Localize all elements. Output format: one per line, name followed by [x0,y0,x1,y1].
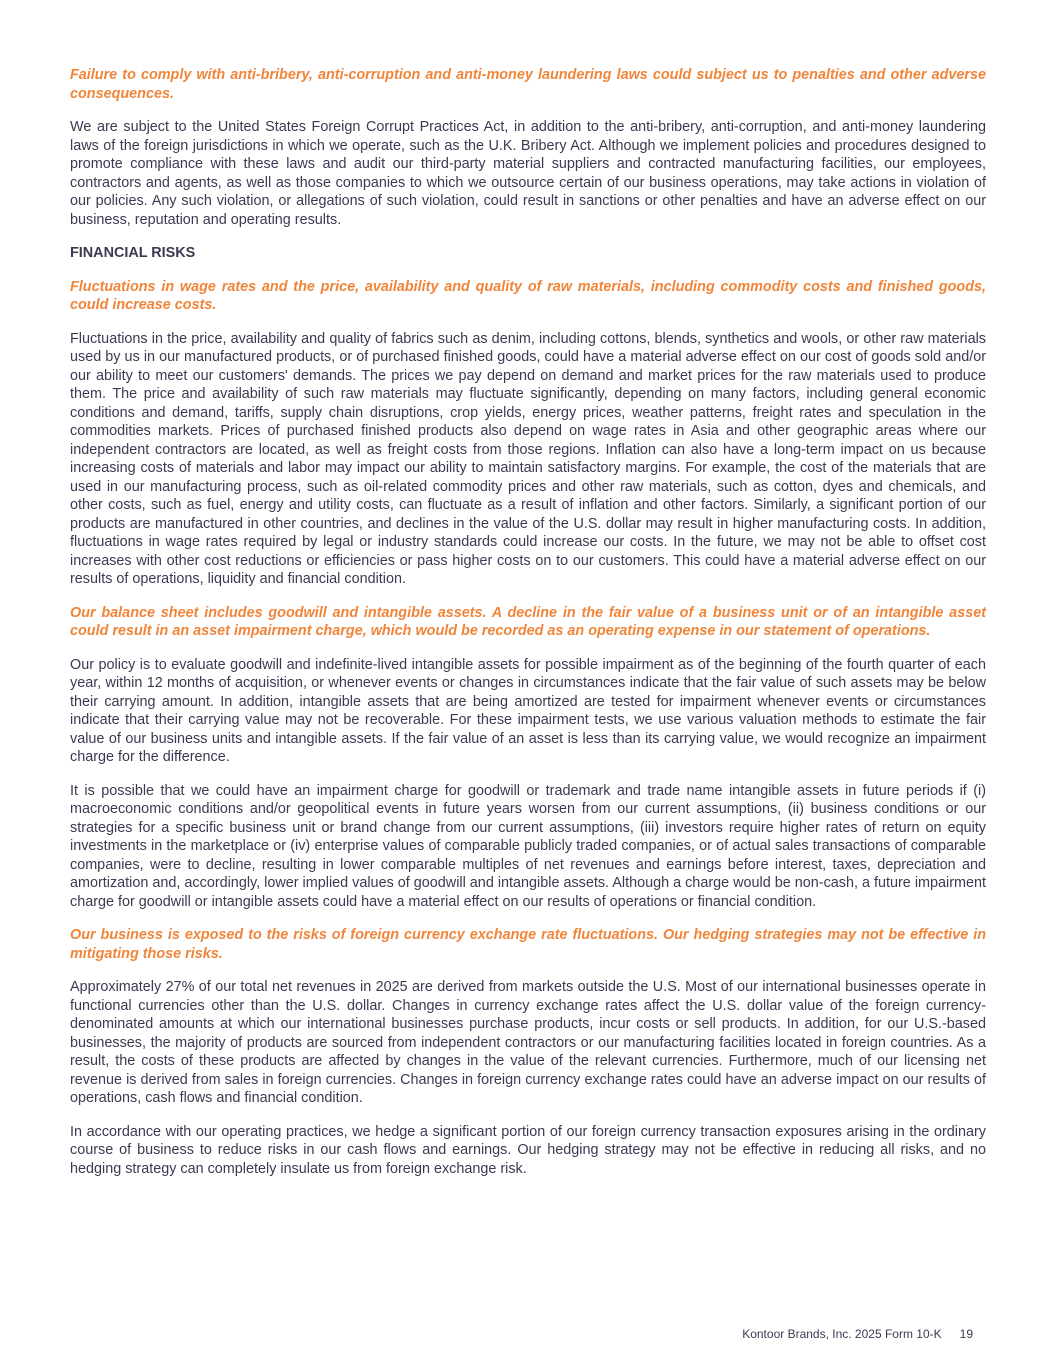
risk-heading-raw-materials: Fluctuations in wage rates and the price, availability and quality of raw materials, including commodity costs and finished goods, could increase costs. [70,278,986,313]
section-title-financial-risks: FINANCIAL RISKS [70,245,196,261]
page-footer [742,1327,973,1342]
paragraph-anti-bribery: We are subject to the United States Foreign Corrupt Practices Act, in addition to the anti-bribery, anti-corruption, and anti-money laundering laws of the foreign jurisdictions in which we operate, such as the U.K. Bribery Act. Although we implement policies and procedures designed to promote compliance with these laws and audit our third-party material suppliers and contracted manufacturing facilities, our employees, contractors and agents, as well as those companies to which we outsource certain of our business operations, may take actions in violation of our policies. Any such violation, or allegations of such violation, could result in sanctions or other penalties and have an adverse effect on our business, reputation and operating results. [70,119,986,228]
footer-label: Kontoor Brands, Inc. 2025 Form 10-K [742,1327,942,1341]
paragraph-goodwill-policy: Our policy is to evaluate goodwill and indefinite-lived intangible assets for possible impairment as of the beginning of the fourth quarter of each year, within 12 months of acquisition, or whenever events or changes in circumstances indicate that the fair value of such assets may be below their carrying amount. In addition, intangible assets that are being amortized are tested for impairment whenever events or circumstances indicate that their carrying value may not be recoverable. For these impairment tests, we use various valuation methods to estimate the fair value of our business units and intangible assets. If the fair value of an asset is less than its carrying value, we would recognize an impairment charge for the difference. [70,656,986,765]
risk-heading-foreign-currency: Our business is exposed to the risks of foreign currency exchange rate fluctuations. Our hedging strategies may not be effective in mitigating those risks. [70,927,986,962]
risk-heading-goodwill: Our balance sheet includes goodwill and intangible assets. A decline in the fair value of a business unit or of an intangible asset could result in an asset impairment charge, which would be recorded as an operating expense in our statement of operations. [70,604,986,639]
paragraph-foreign-currency: Approximately 27% of our total net revenues in 2025 are derived from markets outside the U.S. Most of our international businesses operate in functional currencies other than the U.S. dollar. Changes in currency exchange rates affect the U.S. dollar value of the foreign currency-denominated amounts at which our international businesses purchase products, incur costs or sell products. In addition, for our U.S.-based businesses, the majority of products are sourced from independent contractors or our manufacturing facilities located in foreign countries. As a result, the costs of these products are affected by changes in the value of the relevant currencies. Furthermore, much of our licensing net revenue is derived from sales in foreign currencies. Changes in foreign currency exchange rates could have an adverse impact on our results of operations, cash flows and financial condition. [70,979,986,1106]
risk-heading-anti-bribery: Failure to comply with anti-bribery, anti-corruption and anti-money laundering laws could subject us to penalties and other adverse consequences. [70,67,986,102]
page-number: 19 [959,1327,973,1341]
document-body [70,66,986,1193]
paragraph-goodwill-impairment: It is possible that we could have an impairment charge for goodwill or trademark and trade name intangible assets in future periods if (i) macroeconomic conditions and/or geopolitical events in future years worsen from our current assumptions, (ii) business conditions or our strategies for a specific business unit or brand change from our current assumptions, (iii) investors require higher rates of return on equity investments in the marketplace or (iv) enterprise values of comparable publicly traded companies, or of actual sales transactions of comparable companies, were to decline, resulting in lower comparable multiples of net revenues and earnings before interest, taxes, depreciation and amortization and, accordingly, lower implied values of goodwill and intangible assets. Although a charge would be non-cash, a future impairment charge for goodwill or intangible assets could have a material effect on our results of operations or financial condition. [70,782,986,910]
paragraph-hedging: In accordance with our operating practices, we hedge a significant portion of our foreign currency transaction exposures arising in the ordinary course of business to reduce risks in our cash flows and earnings. Our hedging strategy may not be effective in reducing all risks, and no hedging strategy can completely insulate us from foreign exchange risk. [70,1123,986,1177]
paragraph-raw-materials: Fluctuations in the price, availability and quality of fabrics such as denim, including cottons, blends, synthetics and wools, or other raw materials used by us in our manufactured products, or of purchased finished goods, could have a material adverse effect on our cost of goods sold and/or our ability to meet our customers' demands. The prices we pay depend on demand and market prices for the raw materials used to produce them. The price and availability of such raw materials may fluctuate significantly, depending on many factors, including general economic conditions and demand, tariffs, supply chain disruptions, crop yields, energy prices, weather patterns, freight rates and speculation in the commodities markets. Prices of purchased finished products also depend on wage rates in Asia and other geographic areas where our independent contractors are located, as well as freight costs from those regions. Inflation can also have a long-term impact on us because increasing costs of materials and labor may impact our ability to maintain satisfactory margins. For example, the cost of the materials that are used in our manufacturing process, such as oil-related commodity prices and other raw materials, such as cotton, dyes and chemicals, and other costs, such as fuel, energy and utility costs, can fluctuate as a result of inflation and other factors. Similarly, a significant portion of our products are manufactured in other countries, and declines in the value of the U.S. dollar may result in higher manufacturing costs. In addition, fluctuations in wage rates required by legal or industry standards could increase our costs. In the future, we may not be able to offset cost increases with other cost reductions or efficiencies or pass higher costs on to our customers. This could have a material adverse effect on our results of operations, liquidity and financial condition. [70,330,986,587]
